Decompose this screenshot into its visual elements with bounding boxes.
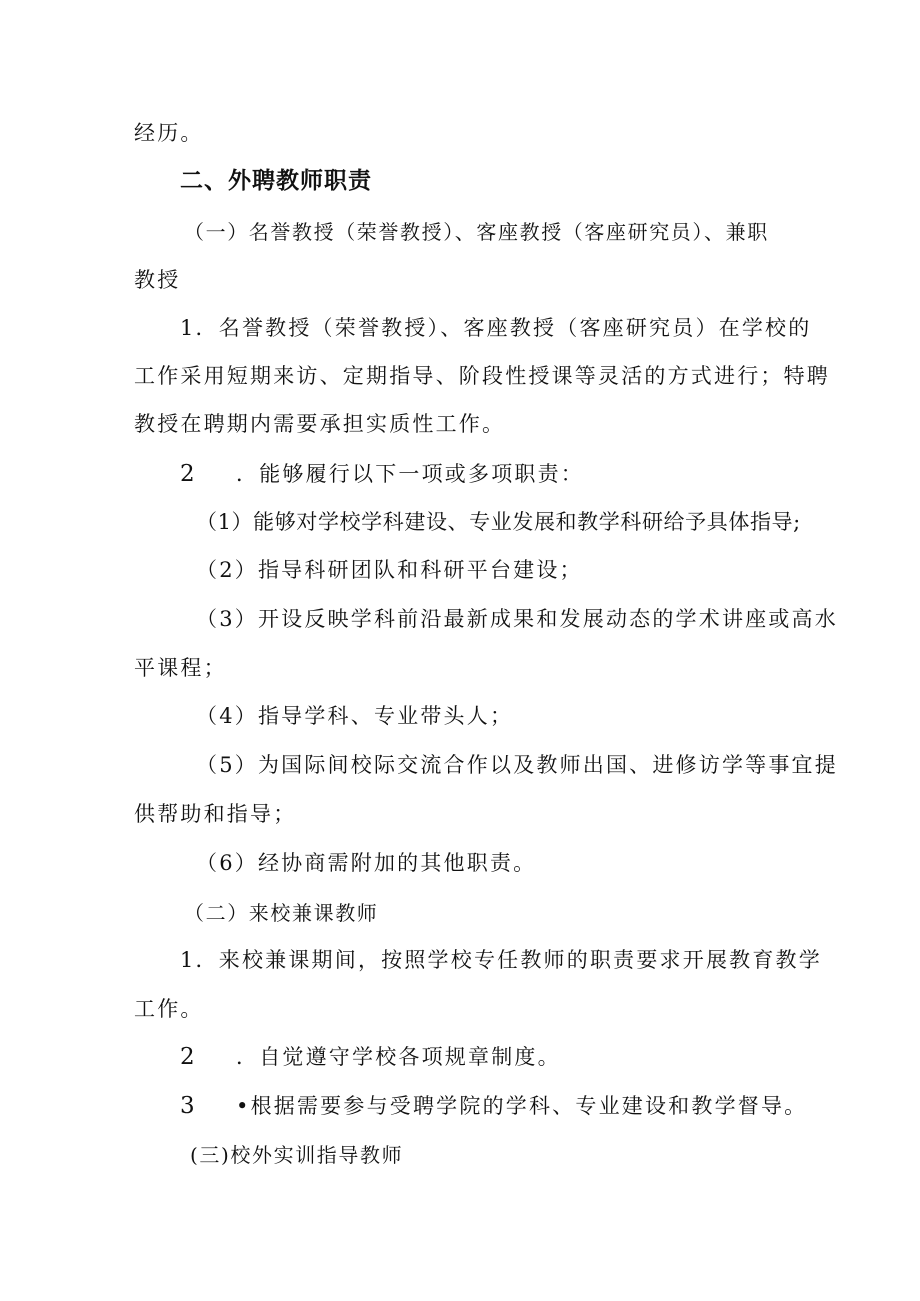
paragraph-line: ．能够履行以下一项或多项职责： bbox=[236, 462, 584, 486]
item-number: 3 bbox=[180, 1093, 195, 1119]
paragraph-line: 教授在聘期内需要承担实质性工作。 bbox=[134, 412, 506, 436]
paragraph-line: 1．来校兼课期间，按照学校专任教师的职责要求开展教育教学 bbox=[180, 948, 822, 972]
subsection-title: （一）名誉教授（荣誉教授）、客座教授（客座研究员）、兼职 bbox=[184, 220, 769, 244]
section-heading: 二、外聘教师职责 bbox=[180, 168, 372, 194]
item-number: 2 bbox=[180, 1044, 195, 1070]
list-item: （2）指导科研团队和科研平台建设； bbox=[196, 558, 583, 582]
list-item: （3）开设反映学科前沿最新成果和发展动态的学术讲座或高水 bbox=[196, 607, 838, 631]
subsection-title: （二）来校兼课教师 bbox=[184, 901, 379, 925]
paragraph-line: ．自觉遵守学校各项规章制度。 bbox=[236, 1045, 561, 1069]
list-item-continued: 平课程； bbox=[134, 656, 227, 680]
subsection-title: (三)校外实训指导教师 bbox=[190, 1143, 404, 1167]
paragraph-line: 工作采用短期来访、定期指导、阶段性授课等灵活的方式进行；特聘 bbox=[134, 364, 830, 388]
item-number: 2 bbox=[180, 461, 195, 487]
list-item: （6）经协商需附加的其他职责。 bbox=[196, 851, 537, 875]
paragraph-line: •根据需要参与受聘学院的学科、专业建设和教学督导。 bbox=[236, 1094, 808, 1118]
list-item: （4）指导学科、专业带头人； bbox=[196, 704, 514, 728]
paragraph-line: 1．名誉教授（荣誉教授）、客座教授（客座研究员）在学校的 bbox=[180, 316, 812, 340]
list-item: （1）能够对学校学科建设、专业发展和教学科研给予具体指导; bbox=[196, 510, 801, 534]
paragraph-line: 经历。 bbox=[134, 121, 204, 145]
subsection-title-continued: 教授 bbox=[134, 268, 181, 292]
list-item: （5）为国际间校际交流合作以及教师出国、进修访学等事宜提 bbox=[196, 753, 838, 777]
list-item-continued: 供帮助和指导； bbox=[134, 802, 297, 826]
paragraph-line: 工作。 bbox=[134, 997, 204, 1021]
